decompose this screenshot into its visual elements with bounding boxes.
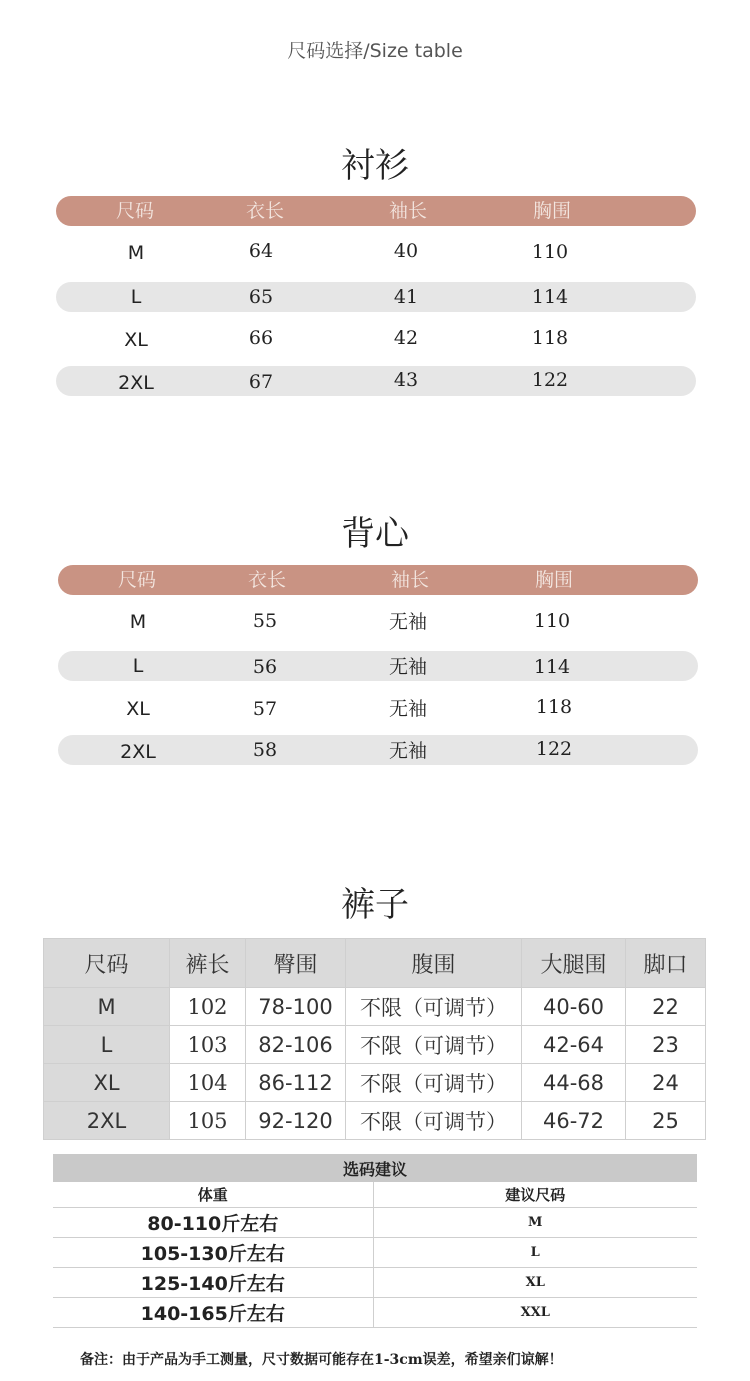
pants-row [44,1026,706,1064]
recommend-header-row [53,1182,697,1208]
pants-row [44,1102,706,1140]
pants-hem-cell: 24 [626,1064,706,1102]
pants-size-table [43,938,706,1140]
shirt-chest-cell: 122 [531,369,569,391]
recommend-header-size: 建议尺码 [373,1182,697,1208]
pants-waist-cell: 不限（可调节） [346,1064,522,1102]
recommend-title: 选码建议 [53,1154,697,1182]
pants-thigh-cell: 40-60 [522,988,626,1026]
shirt-title: 衬衫 [341,146,409,186]
shirt-header-size: 尺码 [115,200,154,222]
shirt-chest-cell: 110 [531,241,569,263]
recommend-header-weight: 体重 [53,1182,373,1208]
size-recommendation-table [53,1154,697,1328]
pants-row [44,988,706,1026]
vest-size-cell: XL [126,698,150,720]
pants-header-size: 尺码 [44,939,170,988]
recommend-weight-cell: 140-165斤左右 [53,1298,373,1328]
pants-header-length: 裤长 [170,939,246,988]
recommend-weight-cell: 80-110斤左右 [53,1208,373,1238]
vest-length-cell: 57 [252,698,278,720]
pants-waist-cell: 不限（可调节） [346,1102,522,1140]
pants-hem-cell: 22 [626,988,706,1026]
recommend-row [53,1238,697,1268]
shirt-length-cell: 64 [248,240,274,262]
shirt-length-cell: 67 [248,371,274,393]
pants-length-cell: 102 [170,988,246,1026]
vest-length-cell: 55 [252,610,278,632]
recommend-row [53,1268,697,1298]
vest-chest-cell: 122 [535,738,573,760]
pants-size-cell: L [44,1026,170,1064]
pants-header-thigh: 大腿围 [522,939,626,988]
vest-title: 背心 [341,514,409,554]
vest-size-cell: L [132,655,144,677]
vest-size-cell: M [129,611,147,633]
recommend-size-cell: XXL [373,1298,697,1328]
vest-sleeve-cell: 无袖 [388,656,427,678]
vest-chest-cell: 114 [533,656,571,678]
pants-thigh-cell: 46-72 [522,1102,626,1140]
pants-length-cell: 105 [170,1102,246,1140]
pants-length-cell: 104 [170,1064,246,1102]
pants-hip-cell: 92-120 [246,1102,346,1140]
shirt-sleeve-cell: 40 [393,240,419,262]
shirt-sleeve-cell: 41 [393,286,419,308]
recommend-title-row [53,1154,697,1182]
vest-size-cell: 2XL [120,741,156,763]
recommend-size-cell: M [373,1208,697,1238]
recommend-size-cell: XL [373,1268,697,1298]
shirt-length-cell: 65 [248,286,274,308]
shirt-header-length: 衣长 [245,200,284,222]
vest-chest-cell: 110 [533,610,571,632]
shirt-header-sleeve: 袖长 [388,200,427,222]
vest-length-cell: 58 [252,739,278,761]
pants-title: 裤子 [341,885,409,925]
pants-header-hem: 脚口 [626,939,706,988]
pants-waist-cell: 不限（可调节） [346,988,522,1026]
pants-thigh-cell: 44-68 [522,1064,626,1102]
vest-chest-cell: 118 [535,696,573,718]
pants-header-hip: 臀围 [246,939,346,988]
pants-hip-cell: 86-112 [246,1064,346,1102]
pants-header-row [44,939,706,988]
pants-row [44,1064,706,1102]
pants-hip-cell: 78-100 [246,988,346,1026]
vest-sleeve-cell: 无袖 [388,740,427,762]
recommend-weight-cell: 125-140斤左右 [53,1268,373,1298]
pants-waist-cell: 不限（可调节） [346,1026,522,1064]
shirt-sleeve-cell: 42 [393,327,419,349]
pants-hem-cell: 25 [626,1102,706,1140]
pants-size-cell: XL [44,1064,170,1102]
page-title: 尺码选择/Size table [287,40,463,62]
shirt-header-chest: 胸围 [532,200,571,222]
vest-sleeve-cell: 无袖 [388,698,427,720]
recommend-size-cell: L [373,1238,697,1268]
pants-thigh-cell: 42-64 [522,1026,626,1064]
pants-length-cell: 103 [170,1026,246,1064]
pants-size-cell: 2XL [44,1102,170,1140]
pants-size-cell: M [44,988,170,1026]
measurement-note: 备注：由于产品为手工测量，尺寸数据可能存在1-3cm误差，希望亲们谅解！ [80,1352,563,1368]
recommend-row [53,1298,697,1328]
pants-header-waist: 腹围 [346,939,522,988]
pants-hem-cell: 23 [626,1026,706,1064]
shirt-length-cell: 66 [248,327,274,349]
pants-hip-cell: 82-106 [246,1026,346,1064]
recommend-row [53,1208,697,1238]
shirt-size-cell: M [127,242,145,264]
shirt-size-cell: L [130,286,142,308]
vest-header-sleeve: 袖长 [390,569,429,591]
shirt-chest-cell: 118 [531,327,569,349]
shirt-chest-cell: 114 [531,286,569,308]
vest-header-size: 尺码 [117,569,156,591]
shirt-size-cell: XL [124,329,148,351]
shirt-sleeve-cell: 43 [393,369,419,391]
vest-header-chest: 胸围 [534,569,573,591]
vest-length-cell: 56 [252,656,278,678]
shirt-size-cell: 2XL [118,372,154,394]
recommend-weight-cell: 105-130斤左右 [53,1238,373,1268]
vest-sleeve-cell: 无袖 [388,611,427,633]
vest-header-length: 衣长 [247,569,286,591]
